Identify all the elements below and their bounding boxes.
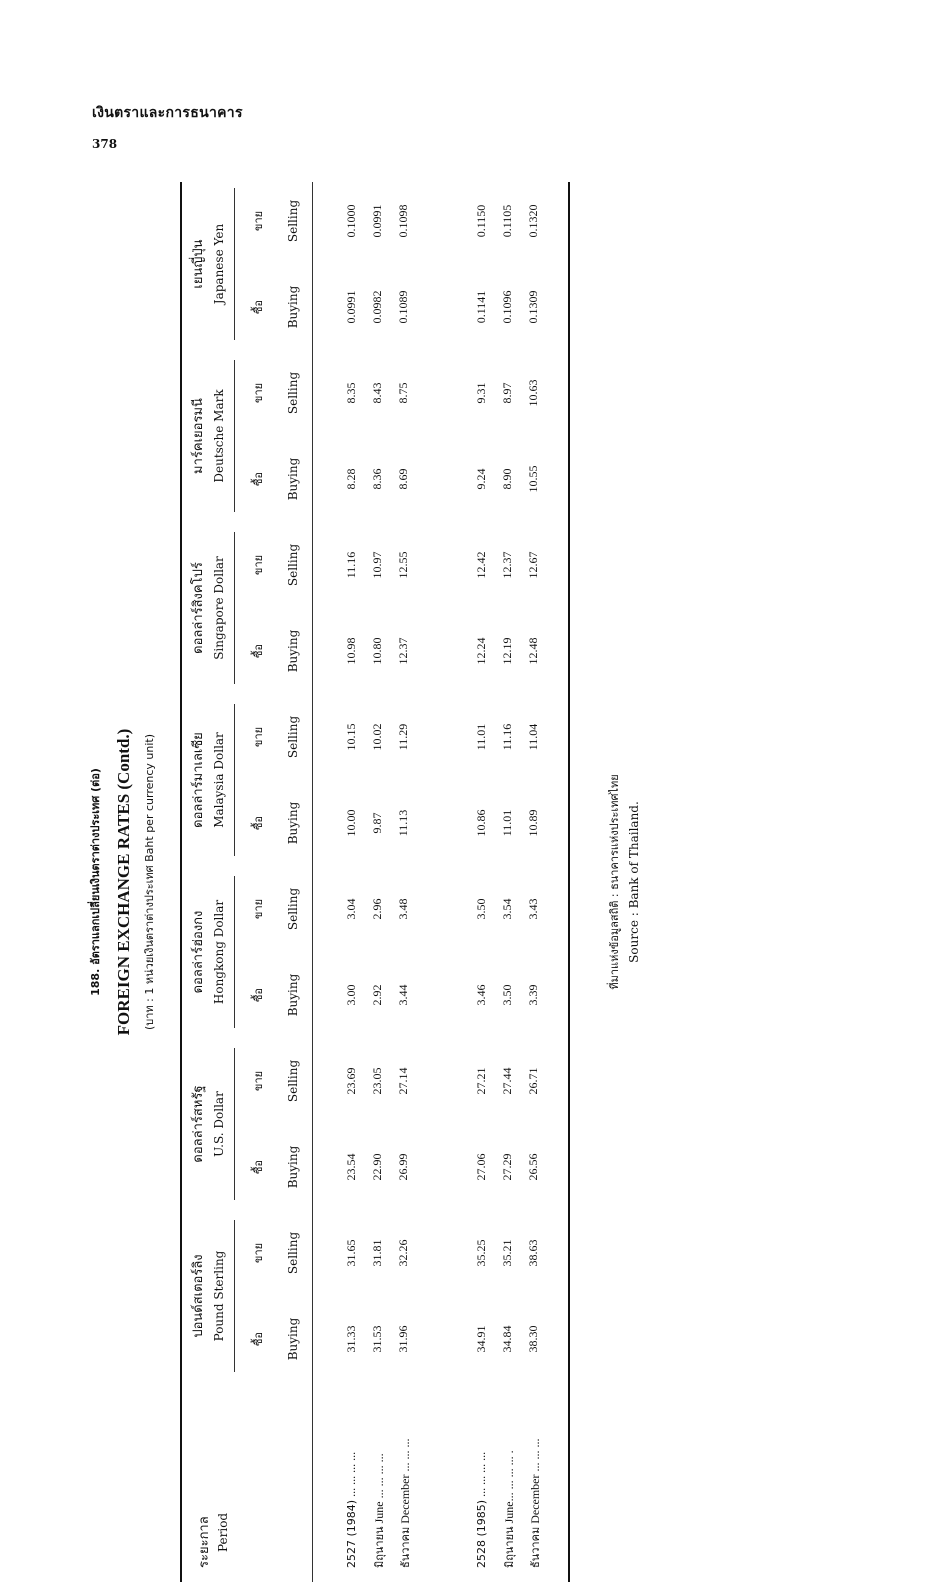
buying-header-thai: ซื้อ [252, 471, 265, 487]
table-cell: 12.48 [526, 637, 540, 665]
period-label-thai: ธันวาคม [529, 1526, 542, 1568]
table-cell: 0.1141 [474, 290, 488, 324]
table-cell: 11.01 [474, 723, 488, 751]
currency-group-rule [234, 876, 235, 1028]
table-cell: 0.1089 [396, 290, 410, 324]
running-head: เงินตราและการธนาคาร [92, 105, 243, 121]
period-label-thai: มิถุนายน [373, 1526, 386, 1568]
buying-header-english: Buying [286, 1145, 300, 1189]
table-cell: 0.1309 [526, 290, 540, 324]
buying-header-thai: ซื้อ [252, 1159, 265, 1175]
table-cell: 8.43 [370, 382, 384, 404]
table-cell: 3.00 [344, 984, 358, 1006]
table-cell: 34.91 [474, 1325, 488, 1353]
selling-header-english: Selling [286, 199, 300, 243]
period-label-thai: 2527 (1984) [345, 1499, 358, 1568]
table-row-period [500, 1450, 518, 1568]
table-cell: 27.06 [474, 1153, 488, 1181]
table-row-period [370, 1453, 388, 1568]
table-cell: 10.89 [526, 809, 540, 837]
currency-name-english: Japanese Yen [212, 223, 226, 305]
buying-header-thai: ซื้อ [252, 643, 265, 659]
selling-header-english: Selling [286, 887, 300, 931]
table-cell: 12.24 [474, 637, 488, 665]
buying-header-thai: ซื้อ [252, 1331, 265, 1347]
table-cell: 3.44 [396, 984, 410, 1006]
period-label-english: December ... ... ... [528, 1438, 542, 1524]
table-cell: 27.14 [396, 1067, 410, 1095]
table-cell: 10.97 [370, 551, 384, 579]
table-cell: 0.1320 [526, 204, 540, 238]
table-cell: 8.75 [396, 382, 410, 404]
currency-name-thai: ดอลล่าร์ฮ่องกง [191, 910, 206, 994]
table-cell: 3.46 [474, 984, 488, 1006]
selling-header-thai: ขาย [252, 898, 265, 920]
table-unit-note: (บาท : 1 หน่วยเงินตราต่างประเทศ Baht per currency unit) [143, 734, 156, 1031]
table-cell: 31.53 [370, 1325, 384, 1353]
table-cell: 23.54 [344, 1153, 358, 1181]
currency-group-rule [234, 704, 235, 856]
table-cell: 0.0991 [370, 204, 384, 238]
table-cell: 0.1105 [500, 204, 514, 238]
table-cell: 10.86 [474, 809, 488, 837]
table-cell: 11.16 [500, 723, 514, 751]
page-number: 378 [92, 137, 118, 151]
selling-header-english: Selling [286, 543, 300, 587]
table-row-period [396, 1438, 414, 1568]
source-block [593, 182, 653, 1582]
table-cell: 8.69 [396, 468, 410, 490]
table-cell: 9.31 [474, 382, 488, 404]
selling-header-thai: ขาย [252, 726, 265, 748]
period-label-thai: ธันวาคม [399, 1526, 412, 1568]
currency-name-english: Singapore Dollar [212, 556, 226, 660]
table-cell: 23.69 [344, 1067, 358, 1095]
table-cell: 0.0982 [370, 290, 384, 324]
currency-group-rule [234, 360, 235, 512]
table-cell: 22.90 [370, 1153, 384, 1181]
table-cell: 0.1000 [344, 204, 358, 238]
table-top-rule [180, 182, 182, 1582]
table-cell: 8.97 [500, 382, 514, 404]
table-cell: 11.29 [396, 723, 410, 751]
buying-header-thai: ซื้อ [252, 987, 265, 1003]
period-label-english: December ... ... ... [398, 1438, 412, 1524]
table-title-thai: 188. อัตราแลกเปลี่ยนเงินตราต่างประเทศ (ต่อ) [89, 768, 102, 996]
table-cell: 31.65 [344, 1239, 358, 1267]
buying-header-english: Buying [286, 285, 300, 329]
table-row-period [474, 1452, 489, 1568]
table-cell: 38.30 [526, 1325, 540, 1353]
currency-name-thai: มาร์คเยอรมนี [191, 398, 206, 474]
table-cell: 11.13 [396, 809, 410, 837]
period-label-thai: 2528 (1985) [475, 1499, 488, 1568]
table-cell: 34.84 [500, 1325, 514, 1353]
table-cell: 0.1150 [474, 204, 488, 238]
table-row-period [344, 1452, 359, 1568]
table-cell: 3.54 [500, 898, 514, 920]
selling-header-english: Selling [286, 1231, 300, 1275]
selling-header-thai: ขาย [252, 210, 265, 232]
table-cell: 10.02 [370, 723, 384, 751]
buying-header-thai: ซื้อ [252, 299, 265, 315]
table-row-period [526, 1438, 544, 1568]
table-cell: 31.96 [396, 1325, 410, 1353]
selling-header-english: Selling [286, 371, 300, 415]
table-bottom-rule [568, 182, 570, 1582]
table-cell: 10.80 [370, 637, 384, 665]
buying-header-english: Buying [286, 801, 300, 845]
table-cell: 31.33 [344, 1325, 358, 1353]
header-bottom-rule [312, 182, 313, 1582]
table-cell: 38.63 [526, 1239, 540, 1267]
table-cell: 23.05 [370, 1067, 384, 1095]
table-title-english: FOREIGN EXCHANGE RATES (Contd.) [114, 728, 133, 1036]
table-cell: 26.99 [396, 1153, 410, 1181]
table-cell: 12.37 [500, 551, 514, 579]
table-cell: 10.15 [344, 723, 358, 751]
table-cell: 10.00 [344, 809, 358, 837]
table-cell: 8.90 [500, 468, 514, 490]
table-cell: 0.0991 [344, 290, 358, 324]
table-cell: 10.98 [344, 637, 358, 665]
table-cell: 31.81 [370, 1239, 384, 1267]
currency-name-thai: ดอลล่าร์สหรัฐ [191, 1085, 206, 1163]
table-cell: 11.01 [500, 809, 514, 837]
currency-group-rule [234, 532, 235, 684]
currency-name-thai: ดอลล่าร์สิงคโปร์ [191, 562, 206, 654]
currency-name-english: Deutsche Mark [212, 389, 226, 483]
table-cell: 3.04 [344, 898, 358, 920]
table-cell: 27.29 [500, 1153, 514, 1181]
table-cell: 3.50 [500, 984, 514, 1006]
source-english: Source : Bank of Thailand. [627, 801, 641, 963]
table-cell: 12.67 [526, 551, 540, 579]
selling-header-thai: ขาย [252, 1242, 265, 1264]
table-cell: 9.87 [370, 812, 384, 834]
period-label-english: ... ... ... ... [474, 1451, 488, 1497]
table-cell: 10.63 [526, 379, 540, 407]
currency-group-rule [234, 1220, 235, 1372]
table-cell: 3.48 [396, 898, 410, 920]
period-header-thai: ระยะกาล [197, 1516, 212, 1568]
selling-header-english: Selling [286, 1059, 300, 1103]
table-cell: 3.50 [474, 898, 488, 920]
buying-header-english: Buying [286, 629, 300, 673]
buying-header-english: Buying [286, 457, 300, 501]
table-title-block [80, 182, 180, 1582]
table-cell: 3.39 [526, 984, 540, 1006]
table-cell: 12.37 [396, 637, 410, 665]
table-cell: 12.55 [396, 551, 410, 579]
table-cell: 8.28 [344, 468, 358, 490]
source-thai: ที่มาแห่งข้อมูลสถิติ : ธนาคารแห่งประเทศไทย [608, 774, 621, 990]
selling-header-thai: ขาย [252, 382, 265, 404]
buying-header-thai: ซื้อ [252, 815, 265, 831]
table-cell: 8.36 [370, 468, 384, 490]
period-label-english: June ... ... ... ... [372, 1453, 386, 1524]
table-cell: 35.25 [474, 1239, 488, 1267]
period-label-thai: มิถุนายน [503, 1526, 516, 1568]
currency-name-thai: ปอนด์สเตอร์ลิง [191, 1254, 206, 1338]
currency-group-rule [234, 188, 235, 340]
period-header-english: Period [216, 1512, 230, 1552]
currency-name-english: Malaysia Dollar [212, 732, 226, 828]
currency-group-rule [234, 1048, 235, 1200]
table-cell: 9.24 [474, 468, 488, 490]
buying-header-english: Buying [286, 1317, 300, 1361]
table-cell: 27.44 [500, 1067, 514, 1095]
period-label-english: June... ... ... ... . [502, 1450, 516, 1524]
table-cell: 2.92 [370, 984, 384, 1006]
table-cell: 0.1096 [500, 290, 514, 324]
buying-header-english: Buying [286, 973, 300, 1017]
table-cell: 0.1098 [396, 204, 410, 238]
selling-header-thai: ขาย [252, 554, 265, 576]
currency-name-english: Pound Sterling [212, 1250, 226, 1342]
table-cell: 11.04 [526, 723, 540, 751]
table-cell: 32.26 [396, 1239, 410, 1267]
period-label-english: ... ... ... ... [344, 1451, 358, 1497]
table-cell: 3.43 [526, 898, 540, 920]
currency-name-thai: ดอลล่าร์มาเลเซีย [191, 732, 206, 828]
table-cell: 12.19 [500, 637, 514, 665]
selling-header-english: Selling [286, 715, 300, 759]
currency-name-thai: เยนญี่ปุ่น [191, 239, 206, 289]
table-cell: 11.16 [344, 551, 358, 579]
exchange-rate-table [80, 182, 600, 1582]
table-cell: 35.21 [500, 1239, 514, 1267]
currency-name-english: U.S. Dollar [212, 1091, 226, 1157]
table-cell: 26.56 [526, 1153, 540, 1181]
table-cell: 26.71 [526, 1067, 540, 1095]
selling-header-thai: ขาย [252, 1070, 265, 1092]
table-cell: 2.96 [370, 898, 384, 920]
currency-name-english: Hongkong Dollar [212, 899, 226, 1005]
table-cell: 8.35 [344, 382, 358, 404]
table-cell: 12.42 [474, 551, 488, 579]
table-cell: 10.55 [526, 465, 540, 493]
table-cell: 27.21 [474, 1067, 488, 1095]
